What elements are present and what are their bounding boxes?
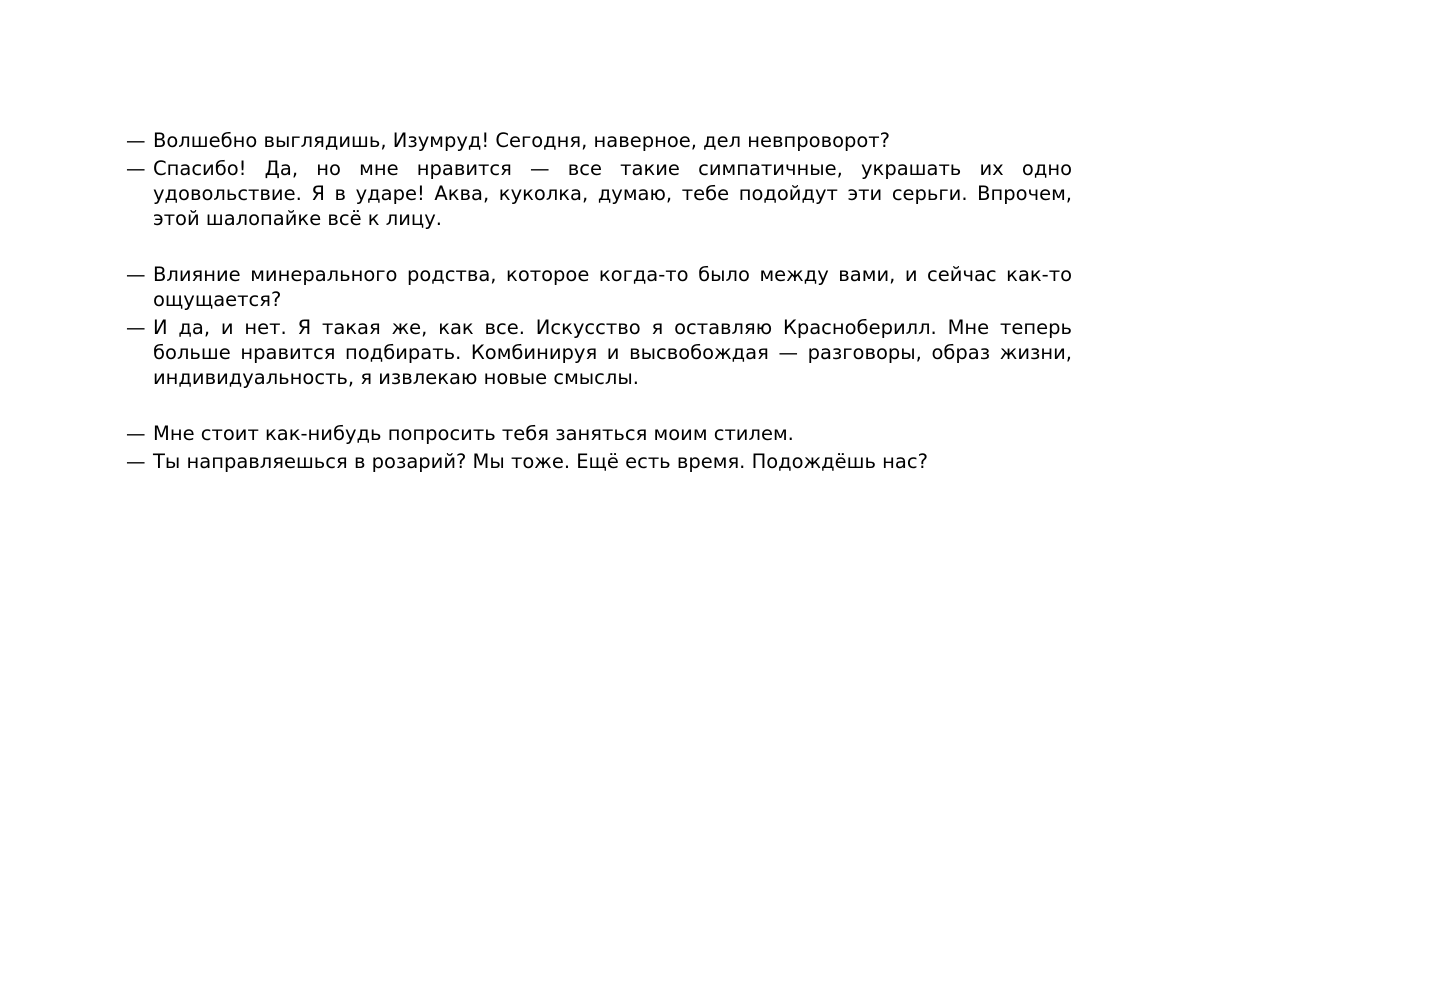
document-page [126,128,1072,477]
dialogue-line [126,156,1072,231]
dialogue-text: Влияние минерального родства, которое когда-то было между вами, и сейчас как-то ощущается? [153,263,1072,311]
dialogue-line [126,262,1072,312]
dialogue-text: Мне стоит как-нибудь попросить тебя заняться моим стилем. [153,422,794,445]
dialogue-dash: — [126,129,146,152]
dialogue-line [126,315,1072,390]
paragraph-gap [126,234,1072,262]
dialogue-dash: — [126,316,146,339]
dialogue-line [126,128,1072,153]
paragraph-gap [126,393,1072,421]
dialogue-line [126,449,1072,474]
dialogue-text: Волшебно выглядишь, Изумруд! Сегодня, наверное, дел невпроворот? [153,129,891,152]
dialogue-line [126,421,1072,446]
dialogue-text: Спасибо! Да, но мне нравится — все такие симпатичные, украшать их одно удовольствие. Я в ударе! Аква, куколка, думаю, тебе подойдут эти серьги. Впрочем, этой шалопайке всё к лицу. [153,157,1072,230]
dialogue-text: И да, и нет. Я такая же, как все. Искусство я оставляю Красноберилл. Мне теперь больше нравится подбирать. Комбинируя и высвобождая — разговоры, образ жизни, индивидуальность, я извлекаю новые смыслы. [153,316,1072,389]
dialogue-dash: — [126,263,146,286]
dialogue-dash: — [126,422,146,445]
dialogue-dash: — [126,157,146,180]
dialogue-text: Ты направляешься в розарий? Мы тоже. Ещё есть время. Подождёшь нас? [153,450,928,473]
dialogue-dash: — [126,450,146,473]
